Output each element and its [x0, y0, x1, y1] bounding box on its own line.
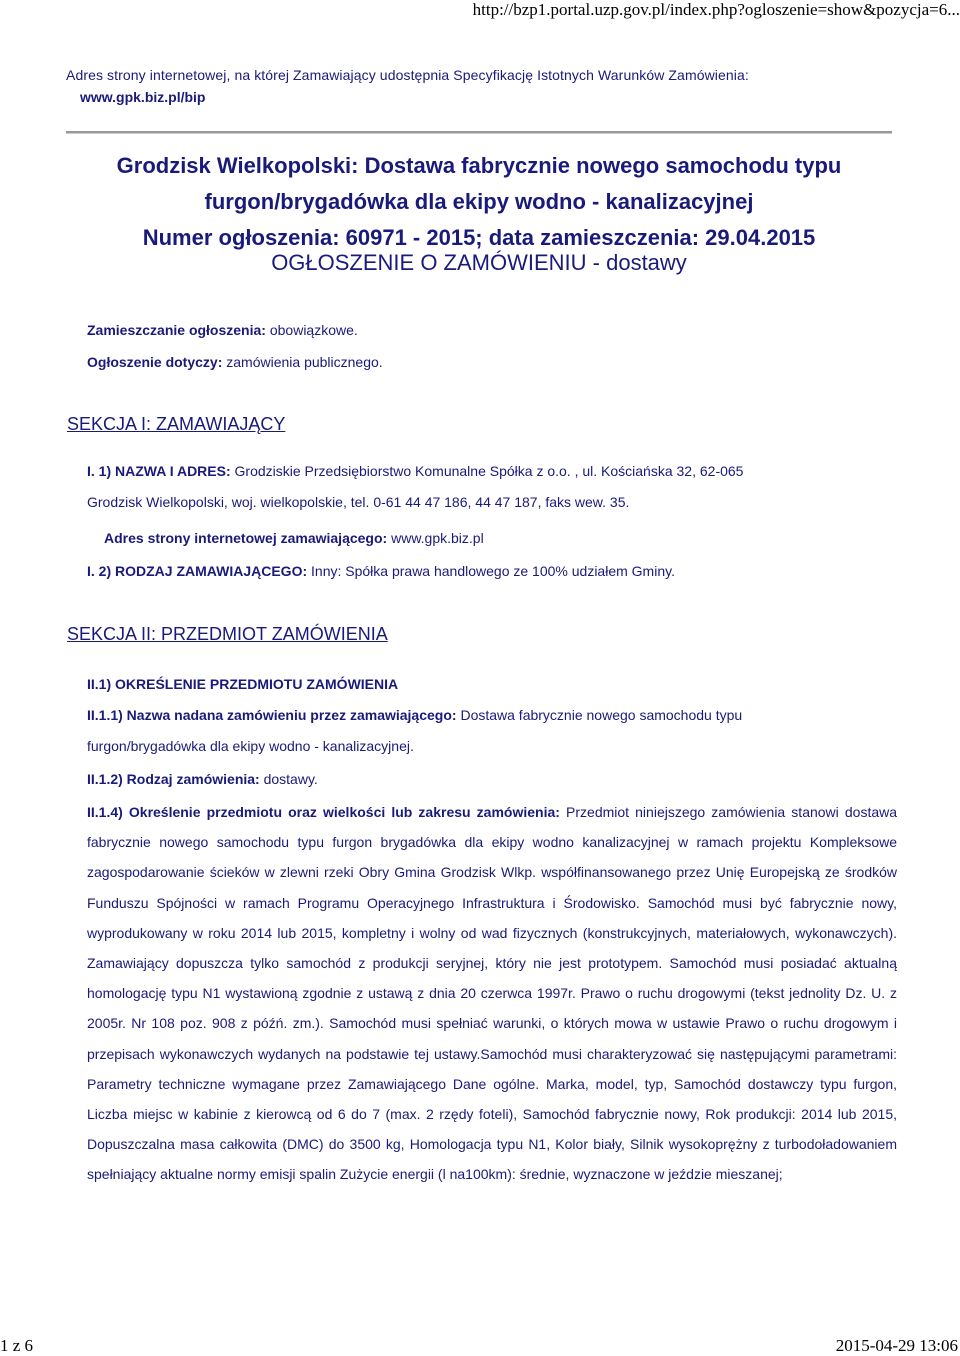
divider [66, 131, 892, 134]
title-line-1: Grodzisk Wielkopolski: Dostawa fabrycznie nowego samochodu typu [116, 153, 842, 178]
siwz-link[interactable]: www.gpk.biz.pl/bip [80, 89, 206, 105]
name-address-row [87, 463, 743, 479]
contracting-type-row [87, 563, 675, 579]
placement-value: obowiązkowe. [269, 322, 358, 338]
order-description [87, 797, 897, 1190]
order-name-row [87, 707, 742, 723]
header-url: http://bzp1.portal.uzp.gov.pl/index.php?ogloszenie=show&pozycja=6... [472, 0, 960, 19]
order-name-label: II.1.1) Nazwa nadana zamówieniu przez zamawiającego: [87, 707, 457, 723]
name-address-value: Grodziskie Przedsiębiorstwo Komunalne Spółka z o.o. , ul. Kościańska 32, 62-065 [234, 463, 744, 479]
order-name-line-2: furgon/brygadówka dla ekipy wodno - kanalizacyjnej. [87, 738, 414, 754]
print-datetime: 2015-04-29 13:06 [835, 1336, 958, 1355]
title-line-2: furgon/brygadówka dla ekipy wodno - kanalizacyjnej [204, 189, 754, 214]
order-name-value: Dostawa fabrycznie nowego samochodu typu [460, 707, 743, 723]
notice-subtitle: OGŁOSZENIE O ZAMÓWIENIU - dostawy [271, 250, 687, 275]
order-type-row [87, 771, 318, 787]
concerns-value: zamówienia publicznego. [226, 354, 383, 370]
intro-note: Adres strony internetowej, na której Zamawiający udostępnia Specyfikację Istotnych Warunków Zamówienia: [66, 67, 749, 83]
placement-row [87, 322, 358, 338]
section-2-heading: SEKCJA II: PRZEDMIOT ZAMÓWIENIA [67, 624, 388, 644]
concerns-row [87, 354, 383, 370]
order-description-label: II.1.4) Określenie przedmiotu oraz wielkości lub zakresu zamówienia: [87, 804, 560, 820]
website-row [104, 530, 484, 546]
page-number: 1 z 6 [0, 1336, 34, 1355]
contracting-type-value: Inny: Spółka prawa handlowego ze 100% udziałem Gminy. [311, 563, 675, 579]
order-type-value: dostawy. [263, 771, 318, 787]
section-1-heading: SEKCJA I: ZAMAWIAJĄCY [67, 414, 286, 434]
name-address-label: I. 1) NAZWA I ADRES: [87, 463, 231, 479]
contracting-type-label: I. 2) RODZAJ ZAMAWIAJĄCEGO: [87, 563, 308, 579]
concerns-label: Ogłoszenie dotyczy: [87, 354, 223, 370]
title-line-3: Numer ogłoszenia: 60971 - 2015; data zamieszczenia: 29.04.2015 [142, 225, 816, 250]
website-value[interactable]: www.gpk.biz.pl [391, 530, 484, 546]
placement-label: Zamieszczanie ogłoszenia: [87, 322, 266, 338]
subject-heading: II.1) OKREŚLENIE PRZEDMIOTU ZAMÓWIENIA [87, 676, 399, 692]
website-label: Adres strony internetowej zamawiającego: [104, 530, 388, 546]
order-description-text: Przedmiot niniejszego zamówienia stanowi dostawa fabrycznie nowego samochodu typu furgon brygadówka dla ekipy wodno kanalizacyjnej w ramach projektu Kompleksowe zagospodarowanie ścieków w zlewni rzeki Obry Gmina Grodzisk Wlkp. współfinansowanego przez Unię Europejską ze środków Funduszu Spójności w ramach Programu Operacyjnego Infrastruktura i Środowisko. Samochód musi być fabrycznie nowy, wyprodukowany w roku 2014 lub 2015, kompletny i wolny od wad fizycznych (konstrukcyjnych, materiałowych, wykonawczych). Zamawiający dopuszcza tylko samochód z produkcji seryjnej, który nie jest prototypem. Samochód musi posiadać aktualną homologację typu N1 wystawioną zgodnie z ustawą z dnia 20 czerwca 1997r. Prawo o ruchu drogowymi (tekst jednolity Dz. U. z 2005r. Nr 108 poz. 908 z późń. zm.). Samochód musi spełniać warunki, o których mowa w ustawie Prawo o ruchu drogowym i przepisach wykonawczych wydanych na podstawie tej ustawy.Samochód musi charakteryzować się następującymi parametrami: Parametry techniczne wymagane przez Zamawiającego Dane ogólne. Marka, model, typ, Samochód dostawczy typu furgon, Liczba miejsc w kabinie z kierowcą od 6 do 7 (max. 2 rzędy foteli), Samochód fabrycznie nowy, Rok produkcji: 2014 lub 2015, Dopuszczalna masa całkowita (DMC) do 3500 kg, Homologacja typu N1, Kolor biały, Silnik wysokoprężny z turbodoładowaniem spełniający aktualne normy emisji spalin Zużycie energii (l na100km): średnie, wyznaczone w jeździe mieszanej; [87, 804, 898, 1183]
order-type-label: II.1.2) Rodzaj zamówienia: [87, 771, 260, 787]
address-line-2: Grodzisk Wielkopolski, woj. wielkopolskie, tel. 0-61 44 47 186, 44 47 187, faks wew. 35. [87, 494, 630, 510]
notice-title [66, 148, 892, 256]
